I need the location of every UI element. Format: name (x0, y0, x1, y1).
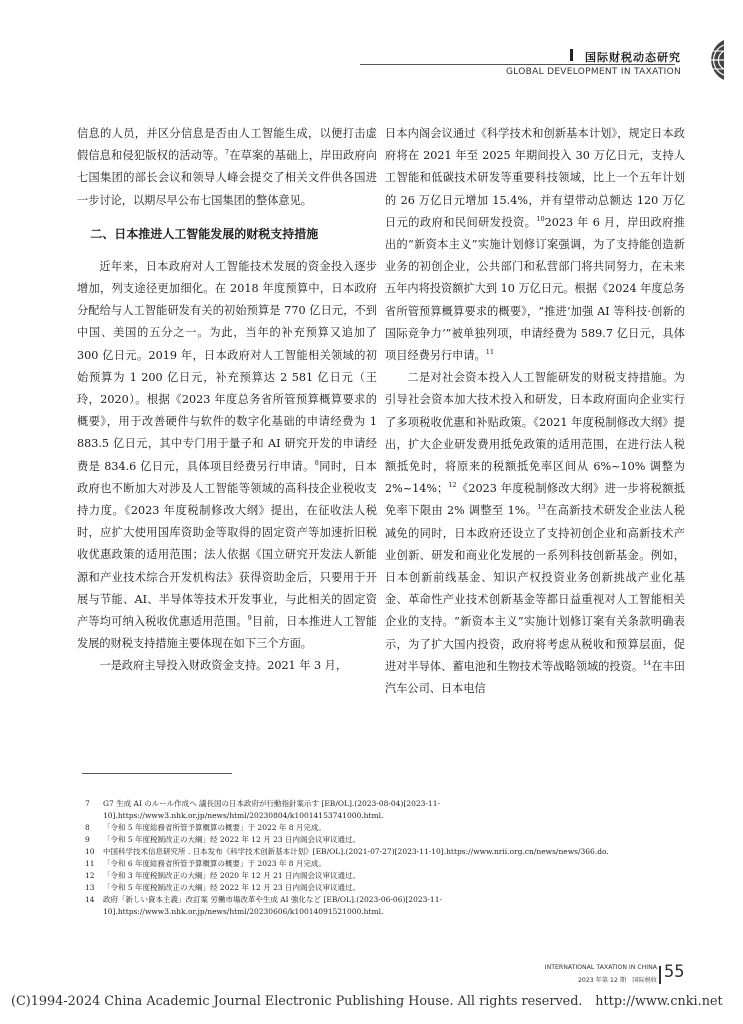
footnote-ref: 7 (224, 148, 230, 157)
footnote-divider (82, 773, 232, 774)
section-title-cn: 国际财税动态研究 (585, 51, 681, 64)
footnote-ref: 8 (314, 458, 319, 467)
journal-name-en: INTERNATIONAL TAXATION IN CHINA (544, 964, 657, 971)
paragraph: 一是政府主导投入财政资金支持。2021 年 3 月， (99, 659, 348, 673)
journal-issue: 2023 年第 12 期 国际税收 (577, 977, 657, 984)
footnote-ref: 9 (247, 614, 252, 623)
paragraph: 信息的人员，并区分信息是否由人工智能生成，以便打击虚假信息和侵犯版权的活动等。$^7$在草案的基础上，岸田政府向七国集团的部长会议和领导人峰会提交了相关文件供各国进一步讨论，以期尽早公布七国集团的整体意见。 (77, 127, 377, 207)
footnote-item: 12 「令和 3 年度税制改正の大綱」经 2020 年 12 月 21 日内阁会议审议通过。 (85, 871, 361, 880)
footnote-item: 11 「令和 6 年度総務省所管予算概算の概要」于 2023 年 8 月完成。 (85, 859, 326, 868)
page-number: 55 (664, 962, 685, 982)
section-title-en: GLOBAL DEVELOPMENT IN TAXATION (506, 67, 681, 77)
header-rule (360, 64, 675, 65)
copyright-notice: (C)1994-2024 China Academic Journal Electronic Publishing House. All rights reserved. http://www.cnki.net (11, 994, 723, 1009)
footnotes (78, 798, 678, 918)
page-number-bar (659, 966, 661, 984)
paragraph: 二是对社会资本投入人工智能研发的财税支持措施。为引导社会资本加大技术投入和研发，日本政府面向企业实行了多项税收优惠和补贴政策。《2021 年度税制修改大纲》提出，扩大企业研发费用抵免政策的适用范围，在进行法人税额抵免时，将原来的税额抵免率区间从 6%~10% 调整为 2%~14%；$^{12}$《2023 年度税制修改大纲》进一步将税额抵免率下限由 2% 调整至 1%。$^{13}$在高新技术研发企业法人税减免的同时，日本政府还设立了支持初创企业和高新技术产业创新、研发和商业化发展的一系列科技创新基金。例如，日本创新前线基金、知识产权投资业务创新挑战产业化基金、革命性产业技术创新基金等都日益重视对人工智能相关企业的支持。“新资本主义”实施计划修订案有关条款明确表示，为了扩大国内投资，政府将考虑从税收和预算层面，促进对半导体、蓄电池和生物技术等战略领域的投资。$^{14}$在丰田汽车公司、日本电信 (385, 371, 685, 696)
footnote-item: 9 「令和 5 年度税制改正の大綱」经 2022 年 12 月 23 日内阁会议审议通过。 (85, 835, 361, 844)
section-heading: 二、日本推进人工智能发展的财税支持措施 (90, 226, 319, 241)
footnote-item: 10 中国科学技术信息研究所 . 日本发布《科学技术创新基本计划》[EB/OL].(2021-07-27)[2023-11-10].https://www.nrii.org.cn/news/news/366.do. (85, 847, 609, 856)
footnote-item: 14 政府「新しい資本主義」改訂案 労働市場改革や生成 AI 強化など [EB/OL].(2023-06-06)[2023-11-10].https://www3.nhk.or.jp/news/html/20230606/k10014091521000.html. (85, 895, 443, 916)
paragraph: 近年来，日本政府对人工智能技术发展的资金投入逐步增加，列支途径更加细化。在 2018 年度预算中，日本政府分配给与人工智能研发有关的初始预算是 770 亿日元，不到中国、美国的五分之一。为此，当年的补充预算又追加了 300 亿日元。2019 年，日本政府对人工智能相关领域的初始预算为 1 200 亿日元，补充预算达 2 581 亿日元（王玲，2020）。根据《2023 年度总务省所管预算概算要求的概要》，用于改善硬件与软件的数字化基础的申请经费为 1 883.5 亿日元，其中专门用于量子和 AI 研究开发的申请经费是 834.6 亿日元，具体项目经费另行申请。$^8$同时，日本政府也不断加大对涉及人工智能等领域的高科技企业税收支持力度。《2023 年度税制修改大纲》提出，在征收法人税时，应扩大使用国库资助金等取得的固定资产等加速折旧税收优惠政策的适用范围；法人依据《国立研究开发法人新能源和产业技术综合开发机构法》获得资助金后，只要用于开展与节能、AI、半导体等技术开发事业，与此相关的固定资产等均可纳入税收优惠适用范围。$^9$目前，日本推进人工智能发展的财税支持措施主要体现在如下三个方面。 (77, 259, 377, 651)
paragraph: 日本内阁会议通过《科学技术和创新基本计划》，规定日本政府将在 2021 年至 2025 年期间投入 30 万亿日元，支持人工智能和低碳技术研发等重要科技领域，比上一个五年计划的 26 万亿日元增加 15.4%，并有望带动总额达 120 万亿日元的政府和民间研发投资。$^{10}$2023 年 6 月，岸田政府推出的“新资本主义”实施计划修订案强调，为了支持能创造新业务的初创企业，公共部门和私营部门将共同努力，在未来五年内将投资额扩大到 10 万亿日元。根据《2024 年度总务省所管预算概算要求的概要》，“推进‘加强 AI 等科技·创新的国际竞争力’”被单独列项，申请经费为 589.7 亿日元，具体项目经费另行申请。$^{11}$ (385, 127, 685, 363)
footnote-item: 13 「令和 5 年度税制改正の大綱」经 2022 年 12 月 23 日内阁会议审议通过。 (85, 883, 361, 892)
footnote-ref: 10 (536, 214, 545, 223)
footnote-ref: 13 (537, 503, 546, 512)
footnote-item: 8 「令和 5 年度総務省所管予算概算の概要」于 2022 年 8 月完成。 (85, 823, 326, 832)
globe-icon (684, 36, 724, 84)
right-column (385, 123, 685, 700)
footnote-ref: 11 (485, 348, 494, 357)
footnote-item: 7 G7 生成 AI のルール作成へ 議長国の日本政府が行動指針案示す [EB/OL].(2023-08-04)[2023-11-10].https://www3.nhk.or.jp/news/html/20230804/k10014153741000.html. (85, 799, 441, 820)
left-column (77, 123, 377, 678)
footnote-ref: 12 (448, 481, 457, 490)
footnote-ref: 14 (643, 658, 652, 667)
